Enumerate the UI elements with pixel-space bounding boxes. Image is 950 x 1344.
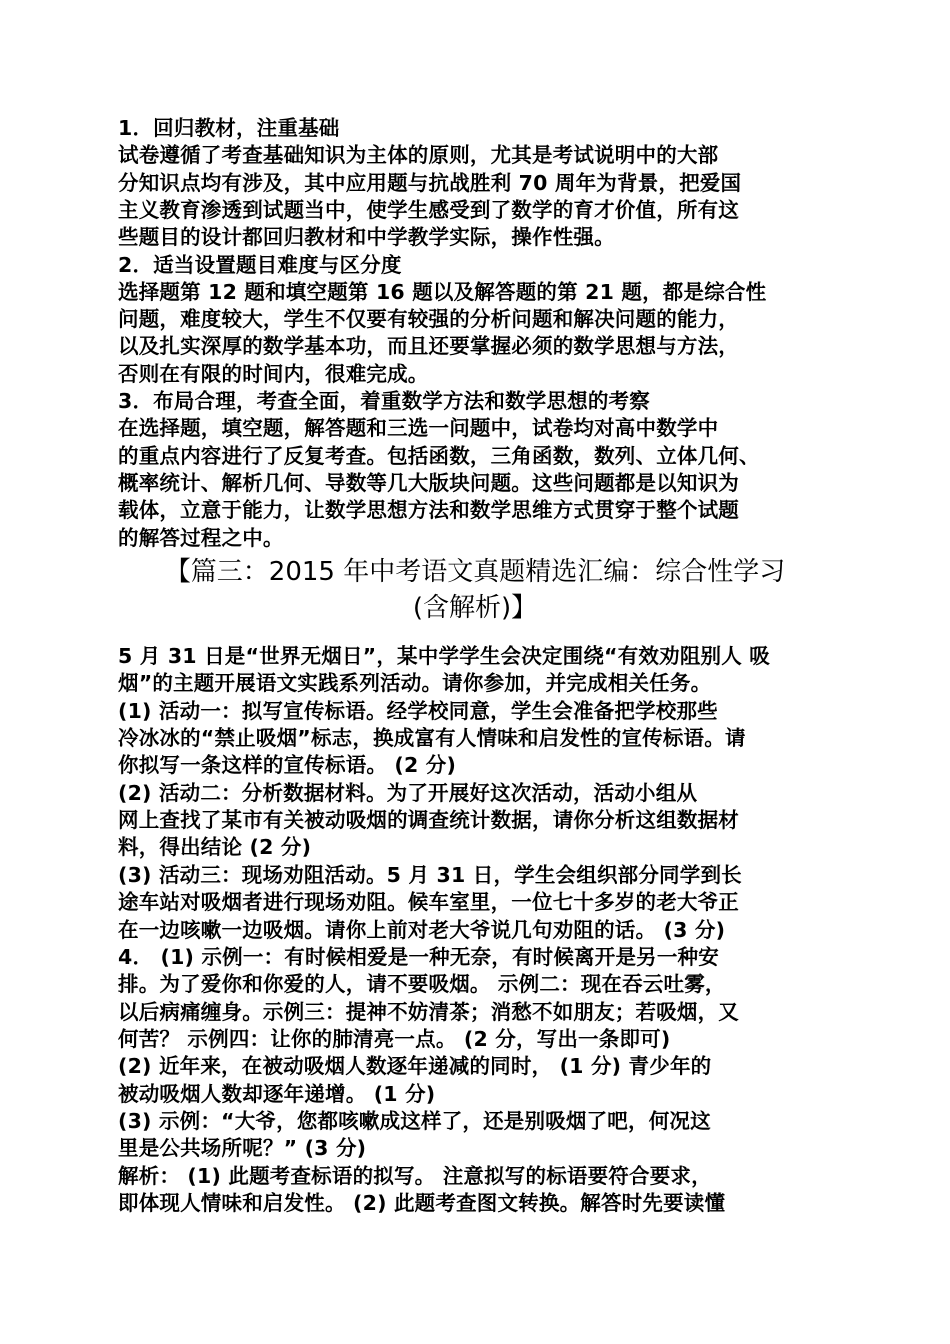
text-line: 排。为了爱你和你爱的人，请不要吸烟。 示例二：现在吞云吐雾， bbox=[118, 972, 726, 997]
text-line: 选择题第 12 题和填空题第 16 题以及解答题的第 21 题，都是综合性 bbox=[118, 279, 767, 304]
text-line: 3．布局合理，考查全面，着重数学方法和数学思想的考察 bbox=[118, 389, 650, 413]
section-heading-line-1: 【篇三：2015 年中考语文真题精选汇编：综合性学习 bbox=[164, 557, 786, 587]
text-line: 5 月 31 日是“世界无烟日”，某中学学生会决定围绕“有效劝阻别人 吸 bbox=[118, 644, 770, 668]
text-line: 问题，难度较大，学生不仅要有较强的分析问题和解决问题的能力， bbox=[118, 307, 739, 332]
section-heading-line-2: (含解析)】 bbox=[412, 593, 538, 623]
text-line: 被动吸烟人数却逐年递增。 (1 分) bbox=[118, 1081, 436, 1106]
text-line: 概率统计、解析几何、导数等几大版块问题。这些问题都是以知识为 bbox=[118, 470, 739, 495]
text-line: 即体现人情味和启发性。 (2) 此题考查图文转换。解答时先要读懂 bbox=[118, 1191, 726, 1215]
text-line: 解析： (1) 此题考查标语的拟写。 注意拟写的标语要符合要求， bbox=[118, 1163, 712, 1188]
text-line: (3) 示例：“大爷，您都咳嗽成这样了，还是别吸烟了吧，何况这 bbox=[118, 1108, 711, 1133]
text-line: 料，得出结论 (2 分) bbox=[118, 835, 312, 860]
text-line: (1) 活动一：拟写宣传标语。经学校同意，学生会准备把学校那些 bbox=[118, 698, 718, 723]
text-line: 载体，立意于能力，让数学思想方法和数学思维方式贯穿于整个试题 bbox=[118, 498, 739, 523]
text-line: 在一边咳嗽一边吸烟。请你上前对老大爷说几句劝阻的话。 (3 分) bbox=[118, 917, 726, 942]
text-line: 的重点内容进行了反复考查。包括函数，三角函数，数列、立体几何、 bbox=[118, 443, 760, 468]
text-line: 分知识点均有涉及，其中应用题与抗战胜利 70 周年为背景，把爱国 bbox=[118, 170, 742, 195]
text-line: 1．回归教材，注重基础 bbox=[118, 116, 340, 140]
text-line: 在选择题，填空题，解答题和三选一问题中，试卷均对高中数学中 bbox=[118, 416, 719, 441]
text-line: 主义教育渗透到试题当中，使学生感受到了数学的育才价值，所有这 bbox=[118, 197, 739, 222]
text-line: 的解答过程之中。 bbox=[118, 525, 284, 550]
text-line: (3) 活动三：现场劝阻活动。5 月 31 日，学生会组织部分同学到长 bbox=[118, 862, 742, 887]
text-line: 何苦？ 示例四：让你的肺清亮一点。 (2 分，写出一条即可) bbox=[118, 1026, 671, 1051]
text-line: 些题目的设计都回归教材和中学教学实际，操作性强。 bbox=[118, 225, 615, 250]
text-line: 冷冰冰的“禁止吸烟”标志，换成富有人情味和启发性的宣传标语。请 bbox=[118, 726, 746, 751]
text-line: (2) 近年来，在被动吸烟人数逐年递减的同时， (1 分) 青少年的 bbox=[118, 1054, 712, 1079]
text-line: 以及扎实深厚的数学基本功，而且还要掌握必须的数学思想与方法， bbox=[118, 334, 739, 359]
text-line: 2．适当设置题目难度与区分度 bbox=[118, 252, 402, 277]
text-line: 以后病痛缠身。示例三：提神不妨清茶；消愁不如朋友；若吸烟，又 bbox=[118, 999, 739, 1024]
text-line: 你拟写一条这样的宣传标语。 (2 分) bbox=[118, 753, 457, 778]
text-line: 网上查找了某市有关被动吸烟的调查统计数据，请你分析这组数据材 bbox=[118, 808, 739, 833]
text-line: 4． (1) 示例一：有时候相爱是一种无奈，有时候离开是另一种安 bbox=[118, 944, 719, 969]
text-line: 试卷遵循了考查基础知识为主体的原则，尤其是考试说明中的大部 bbox=[118, 143, 719, 168]
text-line: 烟”的主题开展语文实践系列活动。请你参加，并完成相关任务。 bbox=[118, 671, 712, 696]
text-line: 途车站对吸烟者进行现场劝阻。候车室里，一位七十多岁的老大爷正 bbox=[118, 890, 739, 915]
text-line: 里是公共场所呢？” (3 分) bbox=[118, 1136, 367, 1161]
text-line: (2) 活动二：分析数据材料。为了开展好这次活动，活动小组从 bbox=[118, 780, 698, 805]
text-line: 否则在有限的时间内，很难完成。 bbox=[118, 361, 429, 386]
